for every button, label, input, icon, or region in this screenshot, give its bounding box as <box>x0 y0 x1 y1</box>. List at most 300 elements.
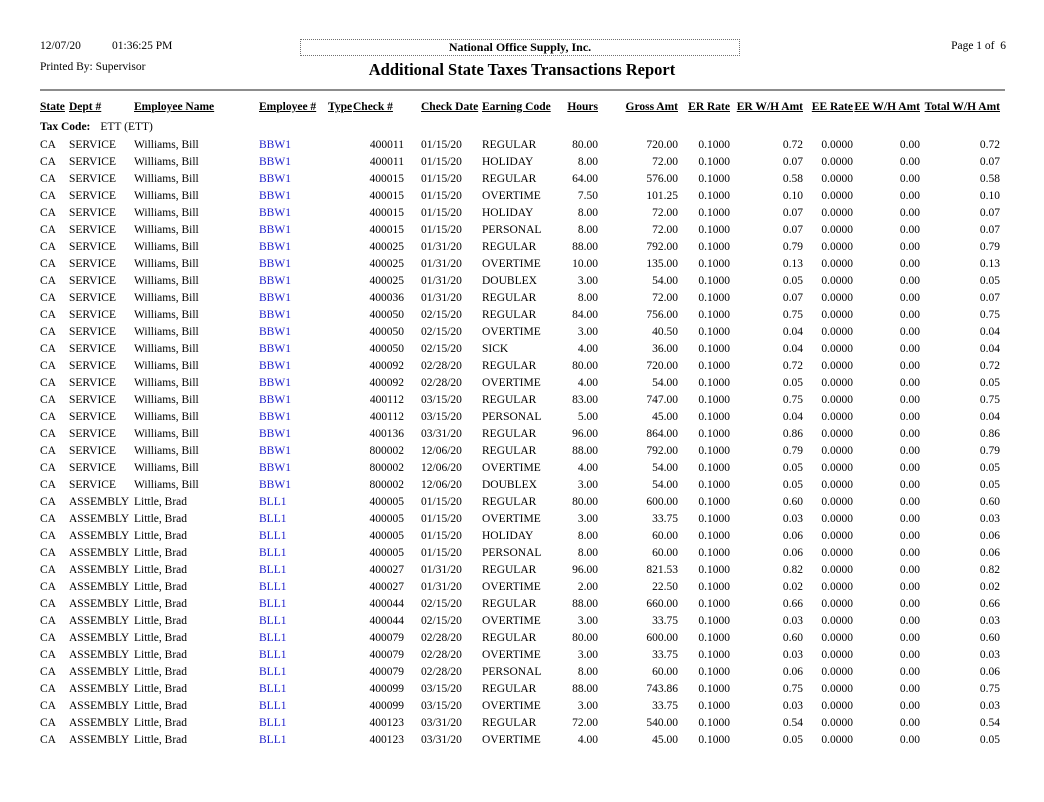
table-row <box>40 578 1004 595</box>
cell-state: CA <box>40 580 56 593</box>
cell-er-wh-amt: 0.72 <box>782 359 803 372</box>
employee-number-link[interactable]: BBW1 <box>259 257 291 270</box>
cell-gross-amt: 72.00 <box>652 291 678 304</box>
cell-hours: 8.00 <box>577 155 598 168</box>
cell-earning-code: HOLIDAY <box>482 206 534 219</box>
employee-number-link[interactable]: BBW1 <box>259 240 291 253</box>
cell-ee-wh-amt: 0.00 <box>899 189 920 202</box>
cell-gross-amt: 660.00 <box>646 597 678 610</box>
cell-type <box>328 612 353 629</box>
cell-check-date: 01/15/20 <box>421 155 462 168</box>
table-row <box>40 731 1004 748</box>
cell-gross-amt: 792.00 <box>646 444 678 457</box>
employee-number-link[interactable]: BBW1 <box>259 478 291 491</box>
table-row <box>40 272 1004 289</box>
cell-earning-code: REGULAR <box>482 682 537 695</box>
cell-hours: 4.00 <box>577 376 598 389</box>
employee-number-link[interactable]: BBW1 <box>259 138 291 151</box>
cell-earning-code: OVERTIME <box>482 699 541 712</box>
cell-employee-name: Williams, Bill <box>134 155 199 168</box>
cell-total-wh-amt: 0.05 <box>979 376 1000 389</box>
cell-ee-rate: 0.0000 <box>821 665 853 678</box>
table-row <box>40 374 1004 391</box>
column-header-gross-amt: Gross Amt <box>625 101 678 113</box>
cell-total-wh-amt: 0.05 <box>979 733 1000 746</box>
employee-number-link[interactable]: BBW1 <box>259 461 291 474</box>
tax-code-row <box>40 118 1004 136</box>
employee-number-link[interactable]: BLL1 <box>259 546 287 559</box>
table-row <box>40 595 1004 612</box>
cell-employee-name: Little, Brad <box>134 529 188 542</box>
table-row <box>40 323 1004 340</box>
employee-number-link[interactable]: BLL1 <box>259 665 287 678</box>
cell-er-rate: 0.1000 <box>698 733 730 746</box>
cell-er-rate: 0.1000 <box>698 376 730 389</box>
cell-earning-code: OVERTIME <box>482 257 541 270</box>
cell-hours: 3.00 <box>577 478 598 491</box>
employee-number-link[interactable]: BLL1 <box>259 699 287 712</box>
cell-total-wh-amt: 0.07 <box>979 291 1000 304</box>
cell-gross-amt: 747.00 <box>646 393 678 406</box>
cell-ee-rate: 0.0000 <box>821 580 853 593</box>
cell-ee-wh-amt: 0.00 <box>899 444 920 457</box>
employee-number-link[interactable]: BLL1 <box>259 614 287 627</box>
employee-number-link[interactable]: BLL1 <box>259 733 287 746</box>
cell-er-wh-amt: 0.82 <box>782 563 803 576</box>
cell-er-wh-amt: 0.04 <box>782 410 803 423</box>
cell-earning-code: HOLIDAY <box>482 155 534 168</box>
cell-earning-code: REGULAR <box>482 138 537 151</box>
report-title: Additional State Taxes Transactions Report <box>368 60 676 79</box>
cell-employee-name: Williams, Bill <box>134 138 199 151</box>
cell-ee-wh-amt: 0.00 <box>899 529 920 542</box>
cell-total-wh-amt: 0.04 <box>979 325 1000 338</box>
cell-ee-wh-amt: 0.00 <box>899 648 920 661</box>
cell-check-number: 400123 <box>369 716 404 729</box>
employee-number-link[interactable]: BBW1 <box>259 359 291 372</box>
cell-hours: 4.00 <box>577 342 598 355</box>
employee-number-link[interactable]: BBW1 <box>259 342 291 355</box>
cell-hours: 7.50 <box>577 189 598 202</box>
cell-ee-wh-amt: 0.00 <box>899 580 920 593</box>
table-row <box>40 544 1004 561</box>
cell-ee-rate: 0.0000 <box>821 325 853 338</box>
cell-check-number: 400099 <box>369 699 404 712</box>
table-row <box>40 408 1004 425</box>
cell-total-wh-amt: 0.06 <box>979 665 1000 678</box>
cell-hours: 8.00 <box>577 291 598 304</box>
cell-earning-code: OVERTIME <box>482 189 541 202</box>
cell-ee-rate: 0.0000 <box>821 257 853 270</box>
cell-er-rate: 0.1000 <box>698 308 730 321</box>
cell-er-wh-amt: 0.03 <box>782 512 803 525</box>
cell-gross-amt: 72.00 <box>652 206 678 219</box>
cell-type <box>328 238 353 255</box>
cell-employee-name: Little, Brad <box>134 682 188 695</box>
transactions-table <box>40 96 1004 748</box>
cell-er-rate: 0.1000 <box>698 172 730 185</box>
cell-er-rate: 0.1000 <box>698 495 730 508</box>
employee-number-link[interactable]: BLL1 <box>259 529 287 542</box>
cell-ee-wh-amt: 0.00 <box>899 155 920 168</box>
cell-state: CA <box>40 155 56 168</box>
cell-check-date: 02/28/20 <box>421 648 462 661</box>
cell-gross-amt: 60.00 <box>652 529 678 542</box>
cell-gross-amt: 101.25 <box>646 189 678 202</box>
cell-total-wh-amt: 0.60 <box>979 631 1000 644</box>
cell-total-wh-amt: 0.03 <box>979 648 1000 661</box>
cell-er-wh-amt: 0.05 <box>782 376 803 389</box>
employee-number-link[interactable]: BBW1 <box>259 172 291 185</box>
table-row <box>40 136 1004 153</box>
cell-gross-amt: 720.00 <box>646 359 678 372</box>
cell-ee-rate: 0.0000 <box>821 240 853 253</box>
cell-ee-wh-amt: 0.00 <box>899 665 920 678</box>
employee-number-link[interactable]: BBW1 <box>259 376 291 389</box>
cell-employee-name: Little, Brad <box>134 699 188 712</box>
cell-check-date: 02/28/20 <box>421 665 462 678</box>
cell-er-wh-amt: 0.04 <box>782 325 803 338</box>
cell-dept: ASSEMBLY <box>69 529 130 542</box>
cell-ee-wh-amt: 0.00 <box>899 308 920 321</box>
employee-number-link[interactable]: BBW1 <box>259 427 291 440</box>
cell-state: CA <box>40 240 56 253</box>
cell-check-date: 02/28/20 <box>421 376 462 389</box>
employee-number-link[interactable]: BLL1 <box>259 631 287 644</box>
cell-employee-name: Little, Brad <box>134 597 188 610</box>
cell-hours: 96.00 <box>572 563 598 576</box>
cell-er-wh-amt: 0.60 <box>782 631 803 644</box>
cell-dept: ASSEMBLY <box>69 716 130 729</box>
column-header-ee-rate: EE Rate <box>811 101 853 113</box>
cell-check-date: 02/15/20 <box>421 342 462 355</box>
cell-ee-wh-amt: 0.00 <box>899 563 920 576</box>
cell-hours: 80.00 <box>572 631 598 644</box>
cell-er-wh-amt: 0.03 <box>782 648 803 661</box>
cell-earning-code: PERSONAL <box>482 665 542 678</box>
employee-number-link[interactable]: BLL1 <box>259 648 287 661</box>
table-row <box>40 425 1004 442</box>
cell-earning-code: SICK <box>482 342 509 355</box>
cell-gross-amt: 600.00 <box>646 631 678 644</box>
cell-check-number: 400079 <box>369 648 404 661</box>
cell-check-date: 03/15/20 <box>421 699 462 712</box>
cell-state: CA <box>40 512 56 525</box>
cell-employee-name: Williams, Bill <box>134 444 199 457</box>
cell-type <box>328 544 353 561</box>
tax-code-value: ETT (ETT) <box>100 121 153 133</box>
cell-er-wh-amt: 0.04 <box>782 342 803 355</box>
cell-check-number: 400025 <box>369 240 404 253</box>
cell-check-date: 01/15/20 <box>421 495 462 508</box>
cell-ee-wh-amt: 0.00 <box>899 733 920 746</box>
cell-ee-wh-amt: 0.00 <box>899 461 920 474</box>
cell-employee-name: Williams, Bill <box>134 189 199 202</box>
cell-earning-code: OVERTIME <box>482 461 541 474</box>
employee-number-link[interactable]: BLL1 <box>259 563 287 576</box>
cell-hours: 64.00 <box>572 172 598 185</box>
employee-number-link[interactable]: BBW1 <box>259 444 291 457</box>
table-row <box>40 612 1004 629</box>
employee-number-link[interactable]: BLL1 <box>259 512 287 525</box>
cell-employee-name: Little, Brad <box>134 546 188 559</box>
cell-ee-wh-amt: 0.00 <box>899 597 920 610</box>
cell-ee-rate: 0.0000 <box>821 427 853 440</box>
cell-er-rate: 0.1000 <box>698 410 730 423</box>
cell-hours: 5.00 <box>577 410 598 423</box>
employee-number-link[interactable]: BBW1 <box>259 410 291 423</box>
table-row <box>40 187 1004 204</box>
cell-gross-amt: 40.50 <box>652 325 678 338</box>
cell-ee-rate: 0.0000 <box>821 512 853 525</box>
cell-gross-amt: 33.75 <box>652 699 678 712</box>
cell-check-number: 400079 <box>369 631 404 644</box>
cell-gross-amt: 36.00 <box>652 342 678 355</box>
cell-type <box>328 136 353 153</box>
cell-total-wh-amt: 0.75 <box>979 393 1000 406</box>
cell-ee-rate: 0.0000 <box>821 444 853 457</box>
report-table-body <box>40 118 1004 748</box>
cell-type <box>328 680 353 697</box>
cell-hours: 3.00 <box>577 325 598 338</box>
cell-er-wh-amt: 0.02 <box>782 580 803 593</box>
cell-employee-name: Little, Brad <box>134 648 188 661</box>
cell-ee-rate: 0.0000 <box>821 189 853 202</box>
cell-gross-amt: 743.86 <box>646 682 678 695</box>
table-row <box>40 204 1004 221</box>
cell-employee-name: Williams, Bill <box>134 325 199 338</box>
cell-er-wh-amt: 0.03 <box>782 699 803 712</box>
cell-earning-code: DOUBLEX <box>482 478 537 491</box>
cell-check-number: 400044 <box>369 614 404 627</box>
cell-check-number: 400011 <box>369 138 404 151</box>
cell-check-date: 01/15/20 <box>421 138 462 151</box>
cell-total-wh-amt: 0.79 <box>979 240 1000 253</box>
cell-check-date: 01/15/20 <box>421 206 462 219</box>
cell-ee-rate: 0.0000 <box>821 478 853 491</box>
cell-gross-amt: 600.00 <box>646 495 678 508</box>
cell-dept: SERVICE <box>69 342 116 355</box>
employee-number-link[interactable]: BBW1 <box>259 274 291 287</box>
column-header-earning-code: Earning Code <box>482 101 551 113</box>
cell-total-wh-amt: 0.72 <box>979 359 1000 372</box>
cell-gross-amt: 54.00 <box>652 478 678 491</box>
column-header-er-wh-amt: ER W/H Amt <box>736 101 803 113</box>
cell-er-rate: 0.1000 <box>698 155 730 168</box>
cell-er-rate: 0.1000 <box>698 716 730 729</box>
cell-er-wh-amt: 0.75 <box>782 308 803 321</box>
employee-number-link[interactable]: BBW1 <box>259 189 291 202</box>
tax-code-label: Tax Code: <box>40 121 91 133</box>
cell-hours: 8.00 <box>577 206 598 219</box>
cell-er-wh-amt: 0.05 <box>782 478 803 491</box>
employee-number-link[interactable]: BBW1 <box>259 291 291 304</box>
cell-ee-wh-amt: 0.00 <box>899 410 920 423</box>
cell-check-number: 400123 <box>369 733 404 746</box>
cell-type <box>328 323 353 340</box>
cell-total-wh-amt: 0.06 <box>979 546 1000 559</box>
cell-er-wh-amt: 0.07 <box>782 155 803 168</box>
cell-check-date: 01/15/20 <box>421 223 462 236</box>
cell-employee-name: Little, Brad <box>134 716 188 729</box>
cell-dept: SERVICE <box>69 291 116 304</box>
cell-check-number: 400025 <box>369 274 404 287</box>
cell-state: CA <box>40 172 56 185</box>
cell-dept: SERVICE <box>69 274 116 287</box>
cell-dept: ASSEMBLY <box>69 580 130 593</box>
cell-state: CA <box>40 427 56 440</box>
cell-earning-code: REGULAR <box>482 291 537 304</box>
cell-earning-code: DOUBLEX <box>482 274 537 287</box>
cell-hours: 88.00 <box>572 597 598 610</box>
cell-employee-name: Williams, Bill <box>134 376 199 389</box>
cell-type <box>328 646 353 663</box>
cell-ee-wh-amt: 0.00 <box>899 631 920 644</box>
table-row <box>40 442 1004 459</box>
cell-type <box>328 476 353 493</box>
cell-er-rate: 0.1000 <box>698 597 730 610</box>
cell-hours: 4.00 <box>577 461 598 474</box>
cell-dept: SERVICE <box>69 257 116 270</box>
employee-number-link[interactable]: BBW1 <box>259 206 291 219</box>
cell-employee-name: Little, Brad <box>134 631 188 644</box>
cell-er-rate: 0.1000 <box>698 206 730 219</box>
cell-state: CA <box>40 648 56 661</box>
cell-type <box>328 527 353 544</box>
cell-ee-rate: 0.0000 <box>821 376 853 389</box>
cell-check-date: 01/31/20 <box>421 257 462 270</box>
cell-earning-code: OVERTIME <box>482 325 541 338</box>
cell-check-date: 03/31/20 <box>421 427 462 440</box>
cell-hours: 3.00 <box>577 274 598 287</box>
cell-dept: ASSEMBLY <box>69 563 130 576</box>
table-row <box>40 289 1004 306</box>
cell-gross-amt: 864.00 <box>646 427 678 440</box>
cell-state: CA <box>40 257 56 270</box>
cell-employee-name: Williams, Bill <box>134 240 199 253</box>
table-row <box>40 238 1004 255</box>
cell-earning-code: PERSONAL <box>482 410 542 423</box>
table-row <box>40 340 1004 357</box>
cell-total-wh-amt: 0.04 <box>979 342 1000 355</box>
cell-er-wh-amt: 0.58 <box>782 172 803 185</box>
cell-gross-amt: 756.00 <box>646 308 678 321</box>
cell-ee-rate: 0.0000 <box>821 614 853 627</box>
cell-check-date: 03/15/20 <box>421 682 462 695</box>
cell-state: CA <box>40 529 56 542</box>
cell-gross-amt: 54.00 <box>652 376 678 389</box>
employee-number-link[interactable]: BBW1 <box>259 155 291 168</box>
cell-er-rate: 0.1000 <box>698 274 730 287</box>
cell-er-rate: 0.1000 <box>698 240 730 253</box>
cell-state: CA <box>40 563 56 576</box>
cell-type <box>328 561 353 578</box>
cell-ee-rate: 0.0000 <box>821 563 853 576</box>
cell-earning-code: REGULAR <box>482 495 537 508</box>
cell-hours: 8.00 <box>577 223 598 236</box>
cell-gross-amt: 540.00 <box>646 716 678 729</box>
cell-earning-code: REGULAR <box>482 597 537 610</box>
cell-er-rate: 0.1000 <box>698 359 730 372</box>
cell-er-wh-amt: 0.06 <box>782 546 803 559</box>
cell-type <box>328 731 353 748</box>
column-header-hours: Hours <box>567 101 598 113</box>
employee-number-link[interactable]: BLL1 <box>259 716 287 729</box>
cell-employee-name: Little, Brad <box>134 495 188 508</box>
cell-total-wh-amt: 0.75 <box>979 682 1000 695</box>
cell-employee-name: Williams, Bill <box>134 308 199 321</box>
cell-state: CA <box>40 614 56 627</box>
cell-check-number: 400092 <box>369 359 404 372</box>
cell-ee-wh-amt: 0.00 <box>899 359 920 372</box>
employee-number-link[interactable]: BBW1 <box>259 393 291 406</box>
cell-hours: 88.00 <box>572 444 598 457</box>
cell-ee-rate: 0.0000 <box>821 393 853 406</box>
cell-total-wh-amt: 0.82 <box>979 563 1000 576</box>
employee-number-link[interactable]: BBW1 <box>259 223 291 236</box>
employee-number-link[interactable]: BLL1 <box>259 682 287 695</box>
cell-type <box>328 459 353 476</box>
cell-dept: SERVICE <box>69 359 116 372</box>
cell-state: CA <box>40 546 56 559</box>
cell-employee-name: Little, Brad <box>134 580 188 593</box>
cell-hours: 96.00 <box>572 427 598 440</box>
employee-number-link[interactable]: BBW1 <box>259 325 291 338</box>
cell-employee-name: Williams, Bill <box>134 393 199 406</box>
employee-number-link[interactable]: BLL1 <box>259 597 287 610</box>
cell-state: CA <box>40 138 56 151</box>
cell-er-wh-amt: 0.72 <box>782 138 803 151</box>
cell-gross-amt: 821.53 <box>646 563 678 576</box>
employee-number-link[interactable]: BBW1 <box>259 308 291 321</box>
cell-check-number: 400036 <box>369 291 404 304</box>
cell-total-wh-amt: 0.66 <box>979 597 1000 610</box>
cell-gross-amt: 45.00 <box>652 410 678 423</box>
cell-ee-wh-amt: 0.00 <box>899 546 920 559</box>
cell-employee-name: Williams, Bill <box>134 359 199 372</box>
cell-type <box>328 289 353 306</box>
cell-employee-name: Little, Brad <box>134 614 188 627</box>
cell-ee-rate: 0.0000 <box>821 223 853 236</box>
cell-ee-rate: 0.0000 <box>821 291 853 304</box>
company-name: National Office Supply, Inc. <box>448 40 592 54</box>
cell-type <box>328 153 353 170</box>
cell-ee-wh-amt: 0.00 <box>899 257 920 270</box>
cell-gross-amt: 54.00 <box>652 274 678 287</box>
print-date: 12/07/20 <box>40 40 81 52</box>
cell-state: CA <box>40 376 56 389</box>
cell-total-wh-amt: 0.13 <box>979 257 1000 270</box>
cell-type <box>328 493 353 510</box>
cell-er-wh-amt: 0.06 <box>782 529 803 542</box>
cell-dept: SERVICE <box>69 376 116 389</box>
cell-check-date: 02/15/20 <box>421 325 462 338</box>
employee-number-link[interactable]: BLL1 <box>259 580 287 593</box>
cell-er-wh-amt: 0.60 <box>782 495 803 508</box>
page-indicator: Page 1 of 6 <box>951 40 1006 52</box>
cell-ee-wh-amt: 0.00 <box>899 716 920 729</box>
employee-number-link[interactable]: BLL1 <box>259 495 287 508</box>
cell-check-date: 12/06/20 <box>421 444 462 457</box>
cell-employee-name: Little, Brad <box>134 512 188 525</box>
cell-type <box>328 306 353 323</box>
cell-ee-rate: 0.0000 <box>821 172 853 185</box>
cell-check-number: 800002 <box>369 461 404 474</box>
column-header-check-date: Check Date <box>421 101 479 113</box>
cell-hours: 88.00 <box>572 682 598 695</box>
cell-state: CA <box>40 206 56 219</box>
cell-er-rate: 0.1000 <box>698 444 730 457</box>
